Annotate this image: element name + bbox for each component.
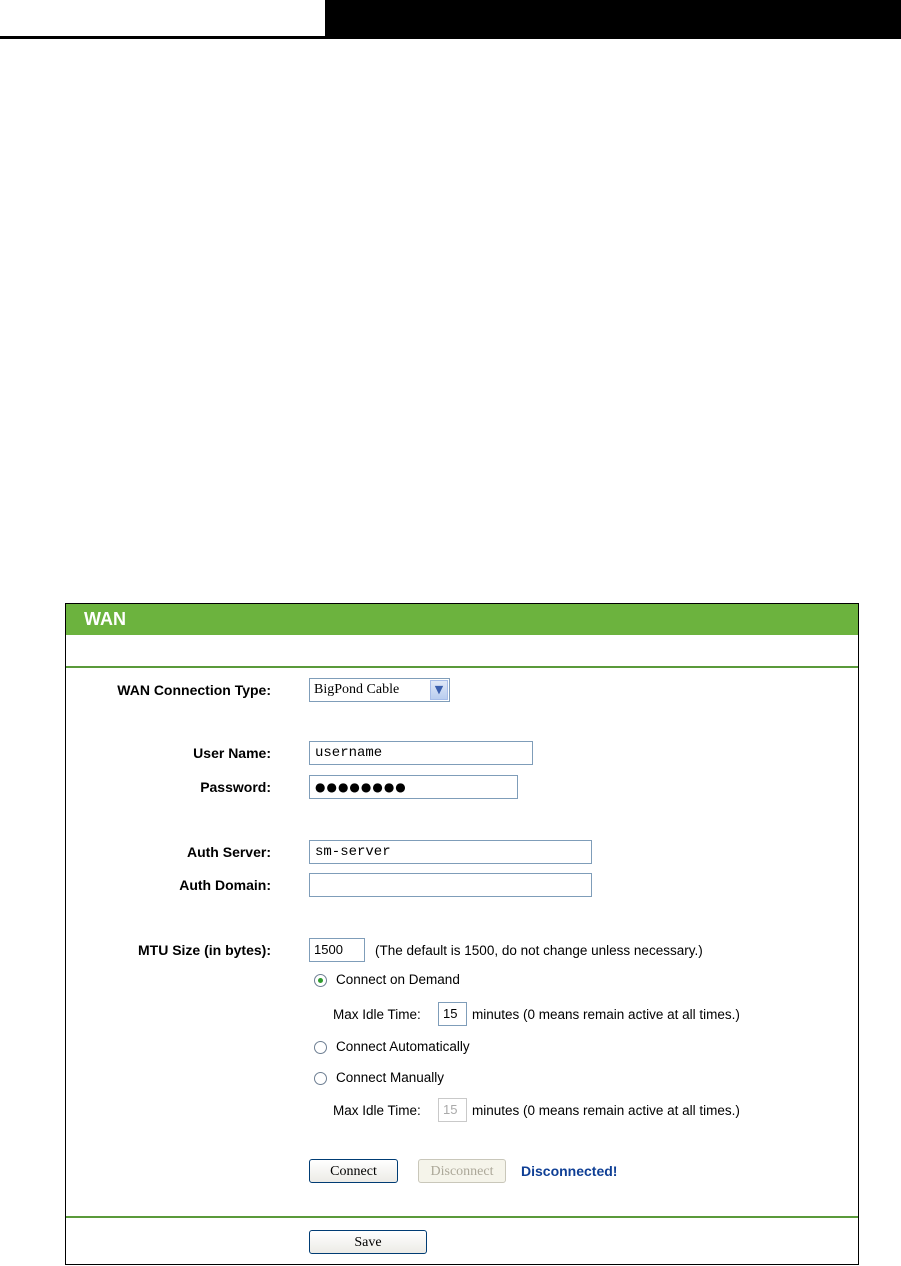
connection-type-select[interactable]: [309, 678, 450, 702]
status-text: Disconnected!: [521, 1163, 618, 1179]
connect-manually-radio[interactable]: [314, 1072, 327, 1085]
wan-panel: [65, 603, 859, 1265]
mtu-hint: (The default is 1500, do not change unless necessary.): [375, 943, 703, 958]
chevron-down-icon[interactable]: ▼: [430, 680, 448, 700]
disconnect-button[interactable]: Disconnect: [418, 1159, 506, 1183]
password-label: Password:: [200, 779, 271, 795]
connect-on-demand-label[interactable]: Connect on Demand: [336, 972, 460, 987]
save-button[interactable]: Save: [309, 1230, 427, 1254]
connection-type-value: BigPond Cable: [314, 682, 400, 697]
auth-domain-input[interactable]: [309, 873, 592, 897]
mtu-input[interactable]: 1500: [309, 938, 365, 962]
max-idle-label-manual: Max Idle Time:: [333, 1103, 421, 1118]
auth-domain-label: Auth Domain:: [179, 877, 271, 893]
idle-time-manual-input[interactable]: 15: [438, 1098, 467, 1122]
mtu-label: MTU Size (in bytes):: [137, 942, 271, 958]
connect-manually-label[interactable]: Connect Manually: [336, 1070, 445, 1085]
connect-button[interactable]: Connect: [309, 1159, 398, 1183]
user-name-label: User Name:: [193, 745, 271, 761]
connect-automatically-radio[interactable]: [314, 1041, 327, 1054]
header-right-strip: [325, 0, 901, 39]
top-divider: [66, 666, 858, 668]
password-input[interactable]: ●●●●●●●●: [309, 775, 518, 799]
user-name-input[interactable]: username: [309, 741, 533, 765]
auth-server-input[interactable]: sm-server: [309, 840, 592, 864]
max-idle-label: Max Idle Time:: [333, 1007, 421, 1022]
header-left-strip: [0, 0, 325, 39]
connect-automatically-label[interactable]: Connect Automatically: [336, 1039, 470, 1054]
minutes-hint-manual: minutes (0 means remain active at all times.): [472, 1103, 740, 1118]
bottom-divider: [66, 1216, 858, 1218]
minutes-hint: minutes (0 means remain active at all times.): [472, 1007, 740, 1022]
panel-title: WAN: [66, 604, 858, 635]
auth-server-label: Auth Server:: [186, 844, 271, 860]
connect-on-demand-radio[interactable]: [314, 974, 327, 987]
connection-type-label: WAN Connection Type:: [117, 682, 271, 698]
idle-time-demand-input[interactable]: 15: [438, 1002, 467, 1026]
